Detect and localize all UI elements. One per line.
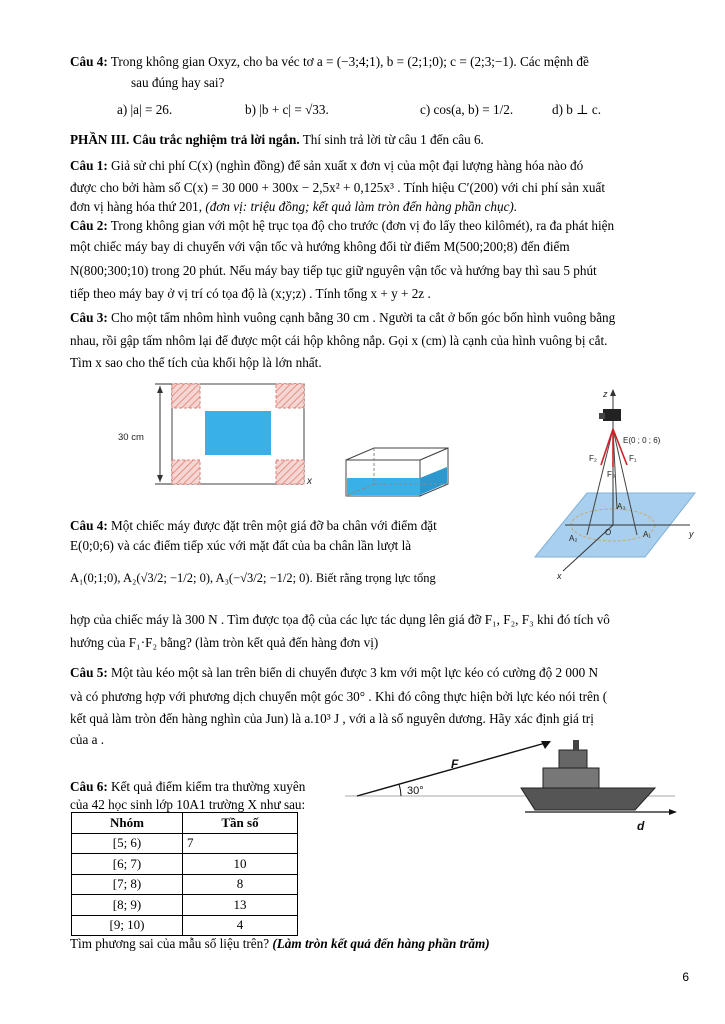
point-e-label: E(0 ; 0 ; 6) bbox=[623, 436, 661, 445]
freq-cell: 10 bbox=[183, 854, 298, 875]
cut-corner-br bbox=[276, 460, 304, 484]
z-axis-arrow bbox=[610, 389, 616, 396]
z-axis-label: z bbox=[603, 389, 608, 399]
q4-line4: hợp của chiếc máy là 300 N . Tìm được tọa độ của các lực tác dụng lên giá đỡ F₁, F₂, F₃ khi đó tích vô bbox=[70, 612, 610, 627]
q4a-stem-text: Trong không gian Oxyz, cho ba véc tơ a = (−3;4;1), b = (2;1;0); c = (2;3;−1). Các mệnh đề bbox=[110, 54, 589, 69]
q1-line1 bbox=[70, 157, 693, 175]
y-axis-label: y bbox=[689, 529, 694, 539]
freq-cell: 8 bbox=[183, 874, 298, 895]
q6-question bbox=[70, 935, 693, 953]
q3-box-figure bbox=[340, 440, 460, 502]
a3-label: A₃ bbox=[617, 502, 626, 511]
q5-line1 bbox=[70, 664, 693, 682]
q3-label: Câu 3: bbox=[70, 310, 108, 325]
boat-mast bbox=[573, 740, 579, 750]
part3-title: PHẦN III. Câu trắc nghiệm trả lời ngắn. bbox=[70, 132, 300, 147]
q2-line1 bbox=[70, 217, 693, 235]
q2-line4: tiếp theo máy bay ở vị trí có tọa độ là (x;y;z) . Tính tổng x + y + 2z . bbox=[70, 286, 431, 301]
table-row bbox=[72, 895, 298, 916]
q4-line5: hướng của F₁·F₂ bằng? (làm tròn kết quả đến hàng đơn vị) bbox=[70, 635, 379, 650]
q2-line3: N(800;300;10) trong 20 phút. Nếu máy bay tiếp tục giữ nguyên vận tốc và hướng bay thì sau 5 phút bbox=[70, 263, 597, 278]
q4a-option-c: c) cos(a, b) = 1/2. bbox=[420, 102, 514, 117]
page-number: 6 bbox=[682, 970, 689, 984]
q3-sheet-figure bbox=[110, 380, 310, 492]
table-row bbox=[72, 874, 298, 895]
col-header-frequency: Tần số bbox=[183, 813, 298, 834]
cut-corner-tl bbox=[172, 384, 200, 408]
q6-line1 bbox=[70, 778, 693, 796]
group-cell: [6; 7) bbox=[72, 854, 183, 875]
q5-line3: kết quả làm tròn đến hàng nghìn của Jun) là a.10³ J , với a là số nguyên dương. Hãy xác định giá trị bbox=[70, 711, 594, 726]
side-length-label: 30 cm bbox=[118, 432, 144, 443]
boat-bridge bbox=[559, 750, 587, 768]
q4-label: Câu 4: bbox=[70, 518, 108, 533]
machine-body bbox=[603, 409, 621, 421]
force-label: F bbox=[451, 757, 459, 771]
group-cell: [7; 8) bbox=[72, 874, 183, 895]
box-base bbox=[204, 410, 272, 456]
part3-instruction: Thí sinh trả lời từ câu 1 đến câu 6. bbox=[299, 132, 484, 147]
freq-cell: 13 bbox=[183, 895, 298, 916]
f3-label: F₃ bbox=[607, 470, 616, 479]
q4a-label: Câu 4: bbox=[70, 54, 108, 69]
q5-label: Câu 5: bbox=[70, 665, 108, 680]
q2-label: Câu 2: bbox=[70, 218, 108, 233]
freq-cell: 4 bbox=[183, 915, 298, 936]
a1-label: A₁ bbox=[643, 530, 652, 539]
force-arrowhead bbox=[541, 741, 551, 749]
group-cell: [9; 10) bbox=[72, 915, 183, 936]
f1-label: F₁ bbox=[629, 454, 637, 463]
q4-line1-text: Một chiếc máy được đặt trên một giá đỡ ba chân với điểm đặt bbox=[111, 518, 437, 533]
q3-line2: nhau, rồi gập tấm nhôm lại để được một cái hộp không nắp. Gọi x (cm) là cạnh của hình vuông bị cắt. bbox=[70, 333, 608, 348]
q1-label: Câu 1: bbox=[70, 158, 108, 173]
col-header-group: Nhóm bbox=[72, 813, 183, 834]
q4-line2: E(0;0;6) và các điểm tiếp xúc với mặt đất của ba chân lần lượt là bbox=[70, 538, 412, 553]
q5-line2: và có phương hợp với phương dịch chuyển một góc 30° . Khi đó công thực hiện bởi lực kéo nói trên ( bbox=[70, 689, 608, 704]
part3-header bbox=[70, 131, 693, 149]
freq-cell: 7 bbox=[183, 833, 298, 854]
frequency-table bbox=[71, 812, 298, 936]
q3-line1-text: Cho một tấm nhôm hình vuông cạnh bằng 30 cm . Người ta cắt ở bốn góc bốn hình vuông bằng bbox=[111, 310, 616, 325]
q1-unit-note: (đơn vị: triệu đồng; kết quả làm tròn đến hàng phần chục). bbox=[205, 199, 518, 214]
x-axis-label: x bbox=[557, 571, 562, 581]
table-row bbox=[72, 833, 298, 854]
dim-arrow-down bbox=[157, 475, 163, 482]
table-row bbox=[72, 854, 298, 875]
origin-label: O bbox=[605, 528, 612, 537]
group-cell: [5; 6) bbox=[72, 833, 183, 854]
table-row bbox=[72, 915, 298, 936]
q4-tripod-figure bbox=[505, 385, 705, 585]
q1-line3-text: đơn vị hàng hóa thứ 201, bbox=[70, 199, 206, 214]
displacement-label: d bbox=[637, 819, 645, 833]
q4-line1 bbox=[70, 517, 693, 535]
q1-line2: được cho bởi hàm số C(x) = 30 000 + 300x − 2,5x² + 0,125x³ . Tính hiệu C′(200) với chi phí sản xuất bbox=[70, 180, 606, 195]
q2-line2: một chiếc máy bay di chuyển với vận tốc và hướng không đổi từ điểm M(500;200;8) đến điểm bbox=[70, 239, 570, 254]
cut-size-label: x bbox=[307, 476, 312, 487]
q4-line3: A₁(0;1;0), A₂(√3/2; −1/2; 0), A₃(−√3/2; −1/2; 0). Biết rằng trọng lực tổng bbox=[70, 571, 436, 585]
q4a-option-a: a) |a| = 26. bbox=[117, 102, 173, 117]
q6-line1-text: Kết quả điểm kiểm tra thường xuyên bbox=[107, 779, 306, 794]
dim-arrow-up bbox=[157, 386, 163, 393]
q6-line2: của 42 học sinh lớp 10A1 trường X như sau: bbox=[70, 797, 306, 812]
q2-line1-text: Trong không gian với một hệ trục tọa độ cho trước (đơn vị đo lấy theo kilômét), ra đa phát hiện bbox=[110, 218, 615, 233]
machine-lens bbox=[599, 413, 605, 419]
cut-corner-tr bbox=[276, 384, 304, 408]
q6-label: Câu 6: bbox=[70, 779, 108, 794]
q3-line3: Tìm x sao cho thể tích của khối hộp là lớn nhất. bbox=[70, 355, 322, 370]
box-water-front bbox=[347, 478, 420, 495]
q4a-option-b: b) |b + c| = √33. bbox=[245, 102, 329, 117]
cut-corner-bl bbox=[172, 460, 200, 484]
q5-line1-text: Một tàu kéo một sà lan trên biển di chuyển được 3 km với một lực kéo có cường độ 2 000 N bbox=[111, 665, 599, 680]
q6-rounding-note: (Làm tròn kết quả đến hàng phần trăm) bbox=[272, 936, 490, 951]
q1-line1-text: Giả sử chi phí C(x) (nghìn đồng) để sản xuất x đơn vị của một đại lượng hàng hóa nào đó bbox=[111, 158, 584, 173]
a2-label: A₂ bbox=[569, 534, 578, 543]
force-f2-arrow bbox=[601, 429, 613, 465]
q5-line4: của a . bbox=[70, 732, 105, 747]
angle-label: 30° bbox=[407, 785, 424, 797]
q1-line3 bbox=[70, 198, 693, 216]
q4a-stem-line1 bbox=[70, 53, 693, 71]
group-cell: [8; 9) bbox=[72, 895, 183, 916]
q4a-option-d: d) b ⊥ c. bbox=[552, 102, 602, 117]
table-header-row bbox=[72, 813, 298, 834]
f2-label: F₂ bbox=[589, 454, 597, 463]
q6-question-text: Tìm phương sai của mẫu số liệu trên? bbox=[70, 936, 273, 951]
q3-line1 bbox=[70, 309, 693, 327]
q4a-stem-line2: sau đúng hay sai? bbox=[131, 75, 225, 90]
